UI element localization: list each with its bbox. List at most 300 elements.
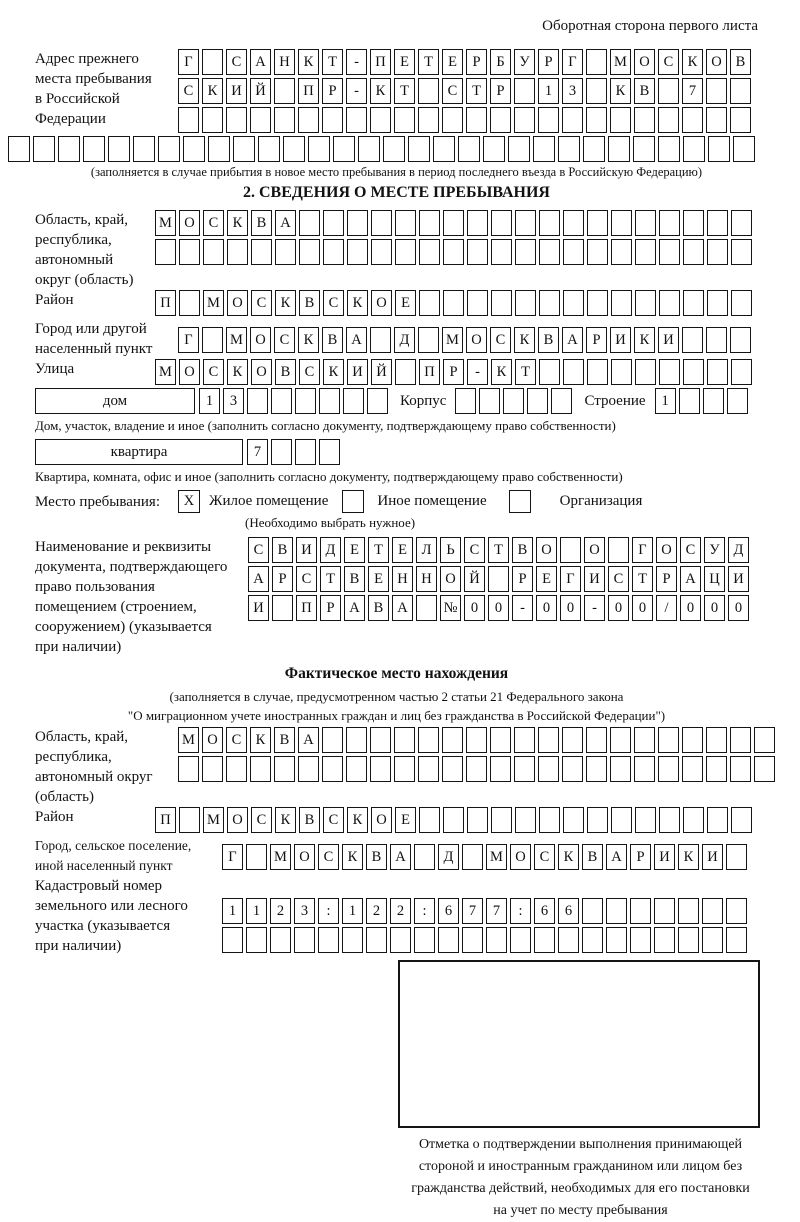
char-cell[interactable]: А [275, 210, 296, 236]
char-cell[interactable]: Д [438, 844, 459, 870]
char-cell[interactable] [467, 290, 488, 316]
char-cell[interactable] [586, 78, 607, 104]
char-cell[interactable] [726, 898, 747, 924]
char-cell[interactable] [490, 727, 511, 753]
char-cell[interactable]: И [610, 327, 631, 353]
char-cell[interactable] [466, 727, 487, 753]
char-cell[interactable] [419, 290, 440, 316]
char-cell[interactable]: О [371, 290, 392, 316]
char-cell[interactable]: Г [562, 49, 583, 75]
char-cell[interactable] [586, 107, 607, 133]
char-cell[interactable]: 6 [558, 898, 579, 924]
char-cell[interactable] [222, 927, 243, 953]
char-cell[interactable] [233, 136, 255, 162]
char-cell[interactable]: 0 [560, 595, 581, 621]
char-cell[interactable]: Г [178, 49, 199, 75]
char-cell[interactable] [442, 727, 463, 753]
char-cell[interactable] [586, 756, 607, 782]
char-cell[interactable]: К [514, 327, 535, 353]
char-cell[interactable] [730, 327, 751, 353]
char-cell[interactable]: 1 [246, 898, 267, 924]
char-cell[interactable]: С [203, 210, 224, 236]
char-cell[interactable] [587, 239, 608, 265]
char-cell[interactable] [514, 78, 535, 104]
char-cell[interactable]: Т [515, 359, 536, 385]
char-cell[interactable]: К [323, 359, 344, 385]
char-cell[interactable]: Й [464, 566, 485, 592]
char-cell[interactable] [370, 727, 391, 753]
char-cell[interactable] [539, 290, 560, 316]
char-cell[interactable] [606, 927, 627, 953]
char-cell[interactable]: А [248, 566, 269, 592]
char-cell[interactable]: В [368, 595, 389, 621]
char-cell[interactable] [488, 566, 509, 592]
char-cell[interactable] [418, 327, 439, 353]
char-cell[interactable] [467, 807, 488, 833]
char-cell[interactable]: К [342, 844, 363, 870]
char-cell[interactable] [438, 927, 459, 953]
char-cell[interactable]: С [251, 807, 272, 833]
char-cell[interactable] [479, 388, 500, 414]
char-cell[interactable]: 1 [538, 78, 559, 104]
char-cell[interactable] [394, 107, 415, 133]
char-cell[interactable]: 1 [199, 388, 220, 414]
char-cell[interactable] [419, 807, 440, 833]
char-cell[interactable]: В [512, 537, 533, 563]
char-cell[interactable] [703, 388, 724, 414]
char-cell[interactable]: А [390, 844, 411, 870]
char-cell[interactable] [610, 107, 631, 133]
char-cell[interactable] [706, 756, 727, 782]
char-cell[interactable]: П [419, 359, 440, 385]
char-cell[interactable] [658, 107, 679, 133]
char-cell[interactable]: К [250, 727, 271, 753]
char-cell[interactable] [658, 136, 680, 162]
char-cell[interactable]: С [658, 49, 679, 75]
char-cell[interactable] [370, 756, 391, 782]
char-cell[interactable]: Б [490, 49, 511, 75]
char-cell[interactable]: С [248, 537, 269, 563]
char-cell[interactable]: : [510, 898, 531, 924]
char-cell[interactable] [333, 136, 355, 162]
char-cell[interactable]: Н [392, 566, 413, 592]
char-cell[interactable] [659, 239, 680, 265]
char-cell[interactable] [754, 756, 775, 782]
char-cell[interactable] [202, 327, 223, 353]
char-cell[interactable]: Т [488, 537, 509, 563]
char-cell[interactable] [299, 239, 320, 265]
char-cell[interactable]: С [464, 537, 485, 563]
char-cell[interactable]: С [296, 566, 317, 592]
char-cell[interactable] [563, 807, 584, 833]
char-cell[interactable]: С [226, 49, 247, 75]
char-cell[interactable]: 7 [462, 898, 483, 924]
char-cell[interactable]: У [704, 537, 725, 563]
char-cell[interactable]: Р [490, 78, 511, 104]
char-cell[interactable]: М [178, 727, 199, 753]
char-cell[interactable] [562, 756, 583, 782]
char-cell[interactable]: - [346, 78, 367, 104]
char-cell[interactable] [635, 290, 656, 316]
char-cell[interactable] [683, 239, 704, 265]
char-cell[interactable]: 7 [682, 78, 703, 104]
char-cell[interactable] [563, 210, 584, 236]
char-cell[interactable] [343, 388, 364, 414]
char-cell[interactable] [433, 136, 455, 162]
char-cell[interactable] [515, 210, 536, 236]
char-cell[interactable]: А [250, 49, 271, 75]
char-cell[interactable] [462, 844, 483, 870]
char-cell[interactable]: О [510, 844, 531, 870]
char-cell[interactable] [179, 290, 200, 316]
char-cell[interactable] [408, 136, 430, 162]
char-cell[interactable] [83, 136, 105, 162]
char-cell[interactable]: О [202, 727, 223, 753]
char-cell[interactable] [202, 756, 223, 782]
char-cell[interactable] [250, 756, 271, 782]
char-cell[interactable] [658, 727, 679, 753]
char-cell[interactable]: - [467, 359, 488, 385]
char-cell[interactable]: К [227, 210, 248, 236]
char-cell[interactable]: М [203, 290, 224, 316]
char-cell[interactable] [414, 844, 435, 870]
char-cell[interactable] [347, 210, 368, 236]
char-cell[interactable] [246, 844, 267, 870]
char-cell[interactable]: О [371, 807, 392, 833]
char-cell[interactable] [538, 107, 559, 133]
char-cell[interactable] [539, 210, 560, 236]
char-cell[interactable] [658, 756, 679, 782]
char-cell[interactable]: П [296, 595, 317, 621]
char-cell[interactable]: - [346, 49, 367, 75]
char-cell[interactable]: 2 [270, 898, 291, 924]
char-cell[interactable]: 0 [680, 595, 701, 621]
char-cell[interactable]: Т [322, 49, 343, 75]
char-cell[interactable]: Г [222, 844, 243, 870]
char-cell[interactable]: К [634, 327, 655, 353]
char-cell[interactable] [654, 927, 675, 953]
char-cell[interactable] [515, 239, 536, 265]
char-cell[interactable]: П [298, 78, 319, 104]
char-cell[interactable]: В [322, 327, 343, 353]
char-cell[interactable] [467, 210, 488, 236]
char-cell[interactable] [442, 107, 463, 133]
char-cell[interactable] [246, 927, 267, 953]
char-cell[interactable] [678, 898, 699, 924]
char-cell[interactable] [726, 927, 747, 953]
char-cell[interactable]: Е [394, 49, 415, 75]
char-cell[interactable]: П [155, 290, 176, 316]
char-cell[interactable] [682, 727, 703, 753]
char-cell[interactable] [706, 78, 727, 104]
char-cell[interactable] [587, 359, 608, 385]
char-cell[interactable]: И [728, 566, 749, 592]
char-cell[interactable] [490, 107, 511, 133]
char-cell[interactable] [587, 290, 608, 316]
char-cell[interactable] [730, 107, 751, 133]
char-cell[interactable] [731, 239, 752, 265]
char-cell[interactable]: М [610, 49, 631, 75]
char-cell[interactable] [515, 807, 536, 833]
char-cell[interactable]: 3 [223, 388, 244, 414]
char-cell[interactable] [418, 756, 439, 782]
char-cell[interactable]: О [466, 327, 487, 353]
char-cell[interactable]: Ц [704, 566, 725, 592]
char-cell[interactable] [587, 807, 608, 833]
char-cell[interactable]: С [490, 327, 511, 353]
char-cell[interactable] [455, 388, 476, 414]
char-cell[interactable] [155, 239, 176, 265]
char-cell[interactable]: В [730, 49, 751, 75]
char-cell[interactable]: 7 [247, 439, 268, 465]
char-cell[interactable] [611, 290, 632, 316]
char-cell[interactable]: 1 [342, 898, 363, 924]
char-cell[interactable] [754, 727, 775, 753]
char-cell[interactable] [730, 78, 751, 104]
char-cell[interactable]: 0 [464, 595, 485, 621]
char-cell[interactable] [558, 927, 579, 953]
char-cell[interactable] [179, 807, 200, 833]
char-cell[interactable]: Й [371, 359, 392, 385]
char-cell[interactable]: К [610, 78, 631, 104]
char-cell[interactable] [272, 595, 293, 621]
char-cell[interactable] [611, 210, 632, 236]
char-cell[interactable]: В [582, 844, 603, 870]
char-cell[interactable] [539, 807, 560, 833]
char-cell[interactable] [635, 239, 656, 265]
char-cell[interactable] [514, 756, 535, 782]
char-cell[interactable] [371, 210, 392, 236]
char-cell[interactable] [275, 239, 296, 265]
char-cell[interactable] [658, 78, 679, 104]
char-cell[interactable]: О [179, 210, 200, 236]
char-cell[interactable]: О [706, 49, 727, 75]
char-cell[interactable]: № [440, 595, 461, 621]
char-cell[interactable] [606, 898, 627, 924]
char-cell[interactable] [491, 290, 512, 316]
char-cell[interactable]: 0 [704, 595, 725, 621]
char-cell[interactable] [558, 136, 580, 162]
char-cell[interactable] [258, 136, 280, 162]
char-cell[interactable]: А [344, 595, 365, 621]
char-cell[interactable]: 2 [366, 898, 387, 924]
char-cell[interactable] [443, 239, 464, 265]
char-cell[interactable] [586, 727, 607, 753]
char-cell[interactable] [483, 136, 505, 162]
char-cell[interactable]: С [534, 844, 555, 870]
char-cell[interactable] [563, 290, 584, 316]
char-cell[interactable] [318, 927, 339, 953]
char-cell[interactable] [702, 927, 723, 953]
char-cell[interactable] [202, 49, 223, 75]
char-cell[interactable] [551, 388, 572, 414]
char-cell[interactable]: Е [344, 537, 365, 563]
char-cell[interactable] [443, 210, 464, 236]
char-cell[interactable] [630, 927, 651, 953]
char-cell[interactable] [608, 136, 630, 162]
char-cell[interactable] [358, 136, 380, 162]
char-cell[interactable] [466, 107, 487, 133]
char-cell[interactable] [654, 898, 675, 924]
char-cell[interactable]: 3 [562, 78, 583, 104]
char-cell[interactable] [562, 727, 583, 753]
char-cell[interactable]: К [298, 327, 319, 353]
char-cell[interactable] [462, 927, 483, 953]
char-cell[interactable] [298, 756, 319, 782]
char-cell[interactable] [533, 136, 555, 162]
house-type-box[interactable]: дом [35, 388, 195, 414]
char-cell[interactable] [707, 359, 728, 385]
char-cell[interactable] [508, 136, 530, 162]
char-cell[interactable] [227, 239, 248, 265]
char-cell[interactable] [158, 136, 180, 162]
char-cell[interactable]: И [658, 327, 679, 353]
char-cell[interactable]: А [680, 566, 701, 592]
char-cell[interactable] [395, 239, 416, 265]
char-cell[interactable] [683, 290, 704, 316]
char-cell[interactable]: К [370, 78, 391, 104]
char-cell[interactable]: Й [250, 78, 271, 104]
char-cell[interactable]: А [606, 844, 627, 870]
char-cell[interactable] [319, 388, 340, 414]
char-cell[interactable] [443, 807, 464, 833]
char-cell[interactable] [419, 239, 440, 265]
char-cell[interactable]: 6 [534, 898, 555, 924]
char-cell[interactable] [346, 727, 367, 753]
char-cell[interactable] [563, 359, 584, 385]
char-cell[interactable]: А [562, 327, 583, 353]
char-cell[interactable]: М [486, 844, 507, 870]
char-cell[interactable] [702, 898, 723, 924]
char-cell[interactable]: 7 [486, 898, 507, 924]
char-cell[interactable]: С [226, 727, 247, 753]
char-cell[interactable] [731, 210, 752, 236]
char-cell[interactable] [347, 239, 368, 265]
char-cell[interactable]: П [155, 807, 176, 833]
char-cell[interactable]: Л [416, 537, 437, 563]
char-cell[interactable] [394, 727, 415, 753]
char-cell[interactable] [308, 136, 330, 162]
apartment-type-box[interactable]: квартира [35, 439, 243, 465]
char-cell[interactable] [707, 210, 728, 236]
char-cell[interactable]: К [678, 844, 699, 870]
char-cell[interactable] [418, 727, 439, 753]
char-cell[interactable] [634, 107, 655, 133]
char-cell[interactable] [383, 136, 405, 162]
char-cell[interactable] [706, 727, 727, 753]
char-cell[interactable] [394, 756, 415, 782]
char-cell[interactable] [630, 898, 651, 924]
char-cell[interactable]: К [227, 359, 248, 385]
char-cell[interactable]: 0 [536, 595, 557, 621]
char-cell[interactable] [731, 359, 752, 385]
char-cell[interactable] [659, 290, 680, 316]
char-cell[interactable] [587, 210, 608, 236]
char-cell[interactable]: Е [536, 566, 557, 592]
char-cell[interactable] [274, 107, 295, 133]
char-cell[interactable] [419, 210, 440, 236]
char-cell[interactable]: И [248, 595, 269, 621]
char-cell[interactable]: Р [538, 49, 559, 75]
char-cell[interactable] [731, 807, 752, 833]
char-cell[interactable] [678, 927, 699, 953]
char-cell[interactable] [247, 388, 268, 414]
char-cell[interactable]: 1 [222, 898, 243, 924]
char-cell[interactable] [634, 727, 655, 753]
char-cell[interactable] [659, 359, 680, 385]
char-cell[interactable] [283, 136, 305, 162]
char-cell[interactable] [706, 327, 727, 353]
char-cell[interactable]: Т [368, 537, 389, 563]
char-cell[interactable] [323, 210, 344, 236]
char-cell[interactable]: С [178, 78, 199, 104]
char-cell[interactable]: Г [560, 566, 581, 592]
other-premises-checkbox[interactable] [342, 490, 367, 513]
char-cell[interactable] [271, 388, 292, 414]
char-cell[interactable] [202, 107, 223, 133]
char-cell[interactable] [418, 107, 439, 133]
char-cell[interactable]: Д [728, 537, 749, 563]
char-cell[interactable]: К [298, 49, 319, 75]
char-cell[interactable] [582, 927, 603, 953]
char-cell[interactable] [319, 439, 340, 465]
char-cell[interactable]: Е [442, 49, 463, 75]
char-cell[interactable] [322, 756, 343, 782]
char-cell[interactable] [731, 290, 752, 316]
char-cell[interactable]: К [558, 844, 579, 870]
char-cell[interactable]: И [702, 844, 723, 870]
char-cell[interactable]: С [203, 359, 224, 385]
char-cell[interactable] [486, 927, 507, 953]
char-cell[interactable]: М [442, 327, 463, 353]
char-cell[interactable]: С [608, 566, 629, 592]
char-cell[interactable] [491, 239, 512, 265]
char-cell[interactable]: С [442, 78, 463, 104]
char-cell[interactable]: 0 [488, 595, 509, 621]
char-cell[interactable] [635, 359, 656, 385]
char-cell[interactable] [322, 727, 343, 753]
char-cell[interactable] [250, 107, 271, 133]
char-cell[interactable] [367, 388, 388, 414]
char-cell[interactable] [108, 136, 130, 162]
char-cell[interactable] [726, 844, 747, 870]
char-cell[interactable]: А [346, 327, 367, 353]
char-cell[interactable]: Ь [440, 537, 461, 563]
char-cell[interactable]: В [272, 537, 293, 563]
char-cell[interactable]: С [323, 807, 344, 833]
char-cell[interactable]: О [227, 290, 248, 316]
char-cell[interactable] [563, 239, 584, 265]
char-cell[interactable] [467, 239, 488, 265]
char-cell[interactable]: В [538, 327, 559, 353]
char-cell[interactable]: Р [322, 78, 343, 104]
char-cell[interactable]: - [512, 595, 533, 621]
char-cell[interactable] [458, 136, 480, 162]
char-cell[interactable]: В [275, 359, 296, 385]
char-cell[interactable] [682, 756, 703, 782]
char-cell[interactable] [226, 756, 247, 782]
char-cell[interactable]: Р [272, 566, 293, 592]
char-cell[interactable]: Р [466, 49, 487, 75]
char-cell[interactable] [586, 49, 607, 75]
char-cell[interactable] [491, 210, 512, 236]
char-cell[interactable]: И [296, 537, 317, 563]
char-cell[interactable]: X [178, 490, 200, 513]
char-cell[interactable] [659, 210, 680, 236]
char-cell[interactable]: К [275, 807, 296, 833]
char-cell[interactable]: Т [466, 78, 487, 104]
char-cell[interactable]: / [656, 595, 677, 621]
